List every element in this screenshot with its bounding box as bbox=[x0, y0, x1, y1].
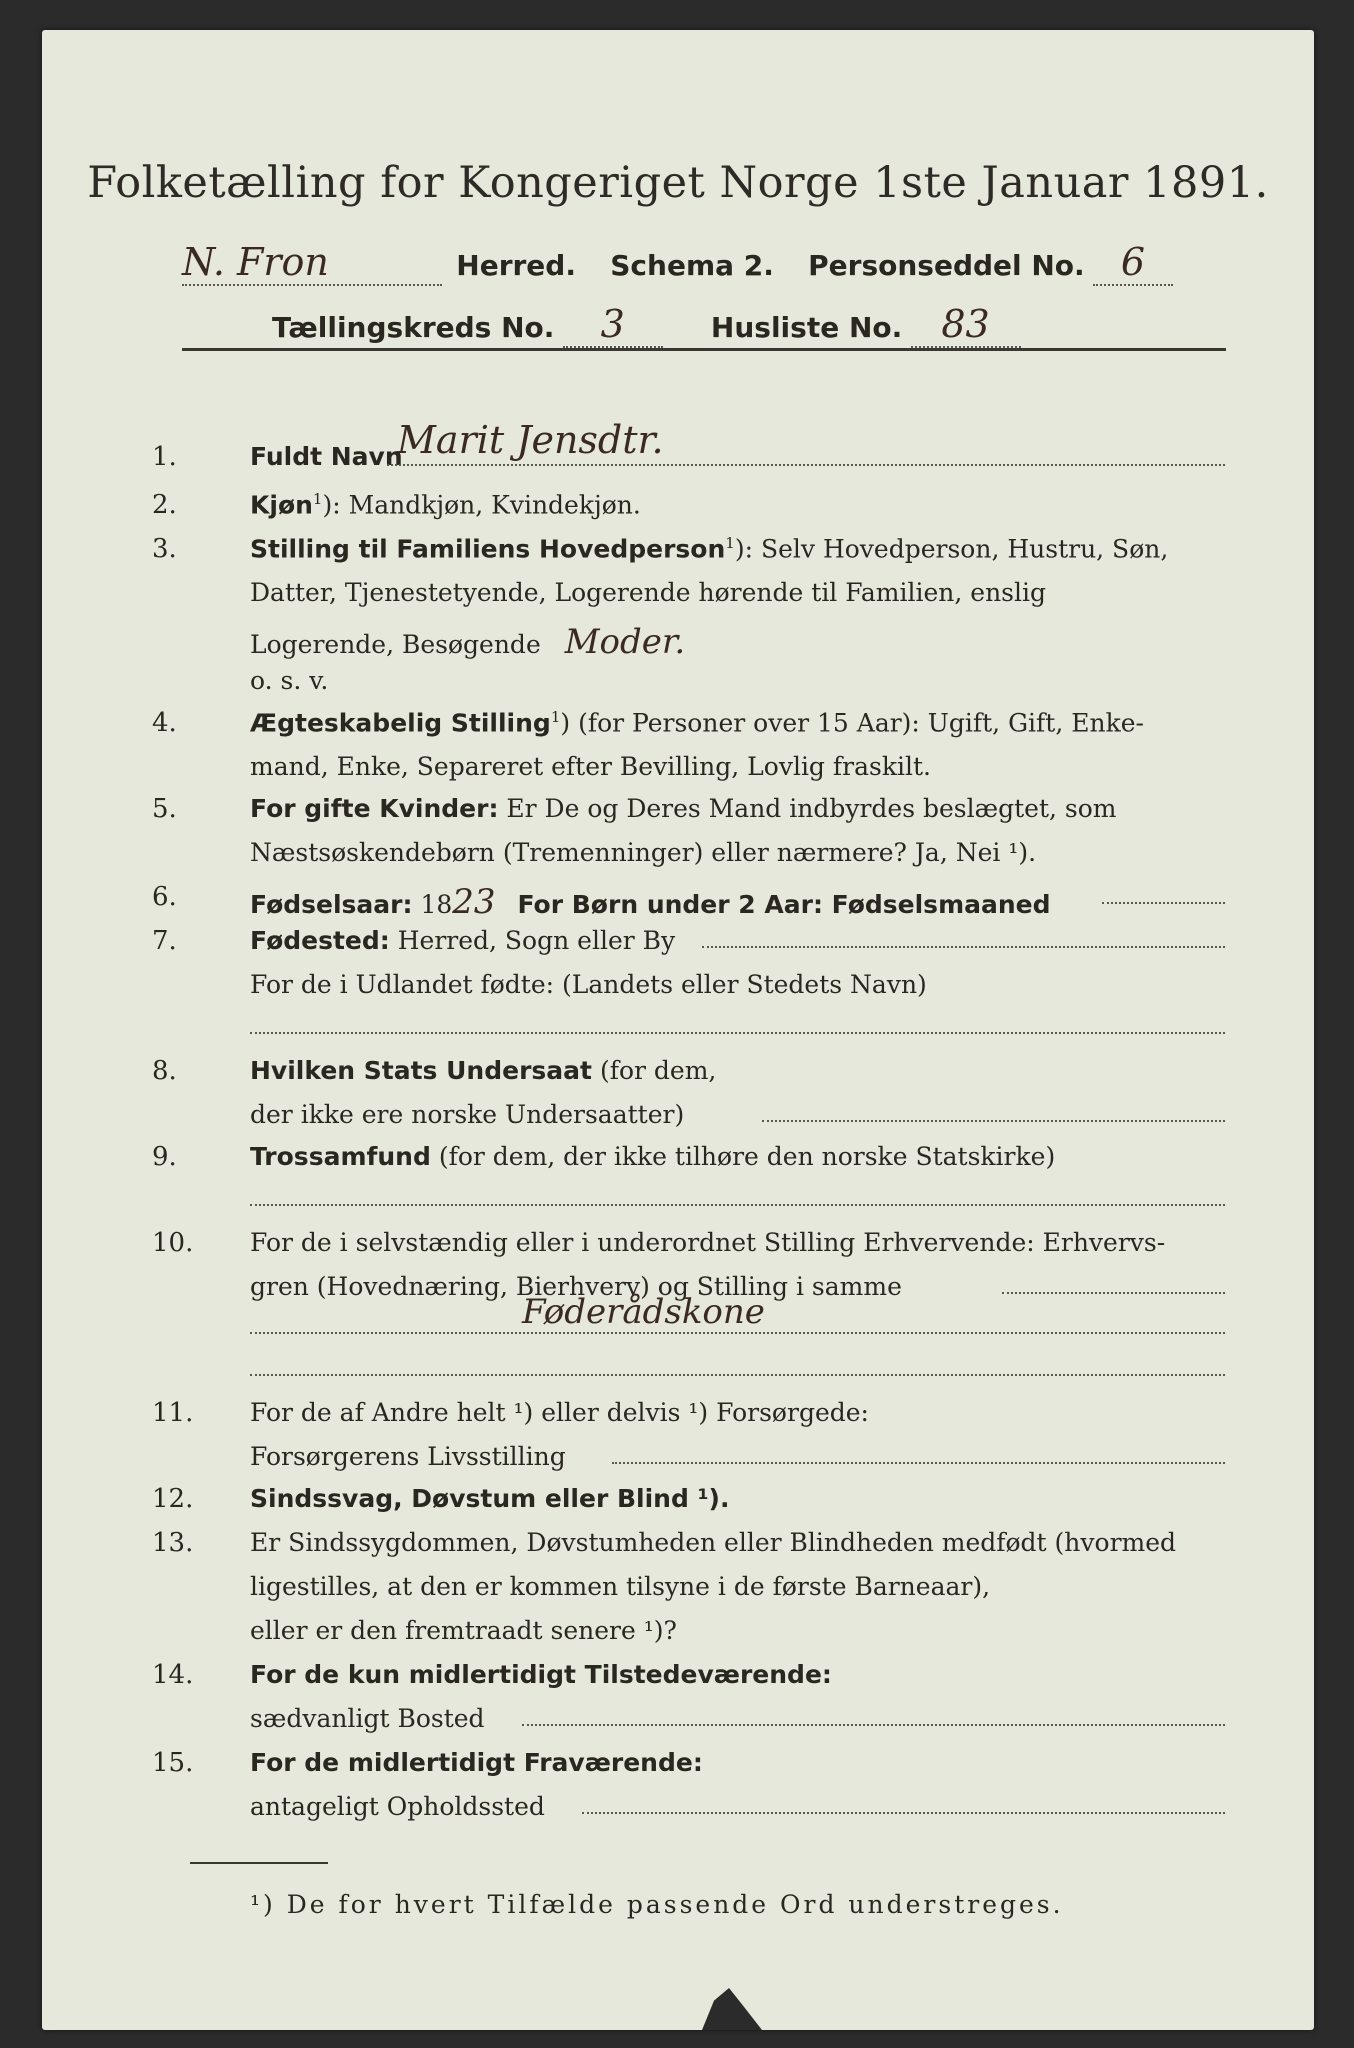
item-15-line2: antageligt Opholdssted bbox=[250, 1792, 545, 1821]
item-label: Kjøn bbox=[250, 490, 313, 520]
dotted-line bbox=[522, 1722, 1225, 1726]
item-number: 13. bbox=[152, 1528, 194, 1558]
husliste-value: 83 bbox=[911, 302, 1021, 348]
taellingskreds-label: Tællingskreds No. bbox=[272, 311, 555, 344]
item-text: Herred, Sogn eller By bbox=[397, 926, 676, 955]
personseddel-label: Personseddel No. bbox=[808, 249, 1085, 282]
taellingskreds-row bbox=[272, 302, 1021, 348]
dotted-line bbox=[250, 1202, 1225, 1206]
taellingskreds-value: 3 bbox=[563, 302, 663, 348]
item-4-line1: Ægteskabelig Stilling$^1$) (for Personer over 15 Aar): Ugift, Gift, Enke- bbox=[250, 708, 1144, 738]
item-3-line1: Stilling til Familiens Hovedperson$^1$): Selv Hovedperson, Hustru, Søn, bbox=[250, 534, 1169, 564]
dotted-line bbox=[1002, 1290, 1225, 1294]
item-8-line1 bbox=[250, 1056, 716, 1085]
item-4-line2: mand, Enke, Separeret efter Bevilling, Lovlig fraskilt. bbox=[250, 752, 931, 781]
dotted-line bbox=[702, 944, 1225, 948]
item-10-line2: gren (Hovednæring, Bierhverv) og Stilling i samme bbox=[250, 1272, 902, 1301]
item-3-line3 bbox=[250, 622, 685, 662]
item-11-line2: Forsørgerens Livsstilling bbox=[250, 1442, 566, 1471]
header-divider bbox=[182, 348, 1226, 351]
item-number: 2. bbox=[152, 490, 177, 520]
item-7-line1 bbox=[250, 926, 675, 955]
dotted-line bbox=[612, 1460, 1225, 1464]
form-title: Folketælling for Kongeriget Norge 1ste Januar 1891. bbox=[87, 158, 1269, 208]
item-text: For Børn under 2 Aar: Fødselsmaaned bbox=[517, 890, 1051, 919]
dotted-line bbox=[762, 1118, 1225, 1122]
dotted-line bbox=[250, 1030, 1225, 1034]
husliste-label: Husliste No. bbox=[710, 311, 903, 344]
census-form-page bbox=[42, 30, 1314, 2030]
dotted-line bbox=[250, 1330, 1225, 1334]
item-14-line1: For de kun midlertidigt Tilstedeværende: bbox=[250, 1660, 832, 1689]
name-dotted-line bbox=[387, 462, 1225, 466]
item-number: 4. bbox=[152, 708, 177, 738]
item-number: 11. bbox=[152, 1398, 194, 1428]
item-text: ) (for Personer over 15 Aar): Ugift, Gift, Enke- bbox=[560, 708, 1144, 738]
item-number: 7. bbox=[152, 926, 177, 956]
item-8-line2: der ikke ere norske Undersaatter) bbox=[250, 1100, 685, 1129]
item-7-line2: For de i Udlandet fødte: (Landets eller Stedets Navn) bbox=[250, 970, 927, 999]
item-9-line1 bbox=[250, 1142, 1055, 1171]
item-3-line4: o. s. v. bbox=[250, 666, 329, 695]
item-label: Stilling til Familiens Hovedperson bbox=[250, 534, 726, 564]
item-text: (for dem, bbox=[599, 1056, 717, 1085]
personseddel-value: 6 bbox=[1093, 240, 1173, 286]
item-5-line2: Næstsøskendebørn (Tremenninger) eller nærmere? Ja, Nei ¹). bbox=[250, 838, 1037, 867]
item-number: 12. bbox=[152, 1484, 194, 1514]
item-label: Fødested: bbox=[250, 926, 390, 955]
herred-value: N. Fron bbox=[182, 240, 442, 286]
item-number: 3. bbox=[152, 534, 177, 564]
item-3-line2: Datter, Tjenestetyende, Logerende hørende til Familien, enslig bbox=[250, 578, 1047, 607]
item-6-row bbox=[250, 882, 1051, 922]
item-text: Er De og Deres Mand indbyrdes beslægtet, som bbox=[506, 794, 1117, 823]
item-1-row bbox=[250, 442, 403, 471]
item-5-line1 bbox=[250, 794, 1117, 823]
full-name-value: Marit Jensdtr. bbox=[397, 418, 664, 462]
item-label: Trossamfund bbox=[250, 1142, 431, 1171]
item-text: Logerende, Besøgende bbox=[250, 630, 541, 659]
item-text: ): Mandkjøn, Kvindekjøn. bbox=[322, 490, 641, 520]
item-number: 10. bbox=[152, 1228, 194, 1258]
relation-value: Moder. bbox=[564, 622, 686, 662]
item-15-line1: For de midlertidigt Fraværende: bbox=[250, 1748, 703, 1777]
footnote: ¹) De for hvert Tilfælde passende Ord understreges. bbox=[250, 1890, 1064, 1919]
item-2-row: Kjøn$^1$): Mandkjøn, Kvindekjøn. bbox=[250, 490, 641, 520]
occupation-value: Føderådskone bbox=[522, 1292, 765, 1332]
dotted-line bbox=[582, 1810, 1225, 1814]
herred-row bbox=[182, 240, 1173, 286]
herred-label: Herred. bbox=[456, 249, 576, 282]
dotted-line bbox=[1102, 900, 1225, 904]
item-13-line3: eller er den fremtraadt senere ¹)? bbox=[250, 1616, 677, 1645]
item-text: (for dem, der ikke tilhøre den norske Statskirke) bbox=[438, 1142, 1056, 1171]
item-number: 1. bbox=[152, 442, 177, 472]
item-12-line1: Sindssvag, Døvstum eller Blind ¹). bbox=[250, 1484, 730, 1513]
item-number: 6. bbox=[152, 882, 177, 912]
item-label: For gifte Kvinder: bbox=[250, 794, 499, 823]
item-14-line2: sædvanligt Bosted bbox=[250, 1704, 485, 1733]
item-10-line1: For de i selvstændig eller i underordnet Stilling Erhvervende: Erhvervs- bbox=[250, 1228, 1166, 1257]
schema-label: Schema 2. bbox=[610, 249, 774, 282]
item-label: Fødselsaar: bbox=[250, 890, 413, 919]
item-number: 9. bbox=[152, 1142, 177, 1172]
item-label: Hvilken Stats Undersaat bbox=[250, 1056, 592, 1085]
year-prefix: 18 bbox=[420, 890, 453, 919]
footnote-divider bbox=[190, 1862, 328, 1864]
item-number: 5. bbox=[152, 794, 177, 824]
item-number: 14. bbox=[152, 1660, 194, 1690]
paper-tear bbox=[702, 1988, 762, 2030]
item-number: 15. bbox=[152, 1748, 194, 1778]
item-11-line1: For de af Andre helt ¹) eller delvis ¹) Forsørgede: bbox=[250, 1398, 869, 1427]
item-13-line1: Er Sindssygdommen, Døvstumheden eller Blindheden medfødt (hvormed bbox=[250, 1528, 1177, 1557]
item-text: ): Selv Hovedperson, Hustru, Søn, bbox=[734, 534, 1169, 564]
dotted-line bbox=[250, 1372, 1225, 1376]
item-label: Ægteskabelig Stilling bbox=[250, 708, 551, 738]
item-label: Fuldt Navn bbox=[250, 442, 403, 471]
item-13-line2: ligestilles, at den er kommen tilsyne i de første Barneaar), bbox=[250, 1572, 991, 1601]
item-number: 8. bbox=[152, 1056, 177, 1086]
birth-year-value: 23 bbox=[452, 882, 496, 922]
